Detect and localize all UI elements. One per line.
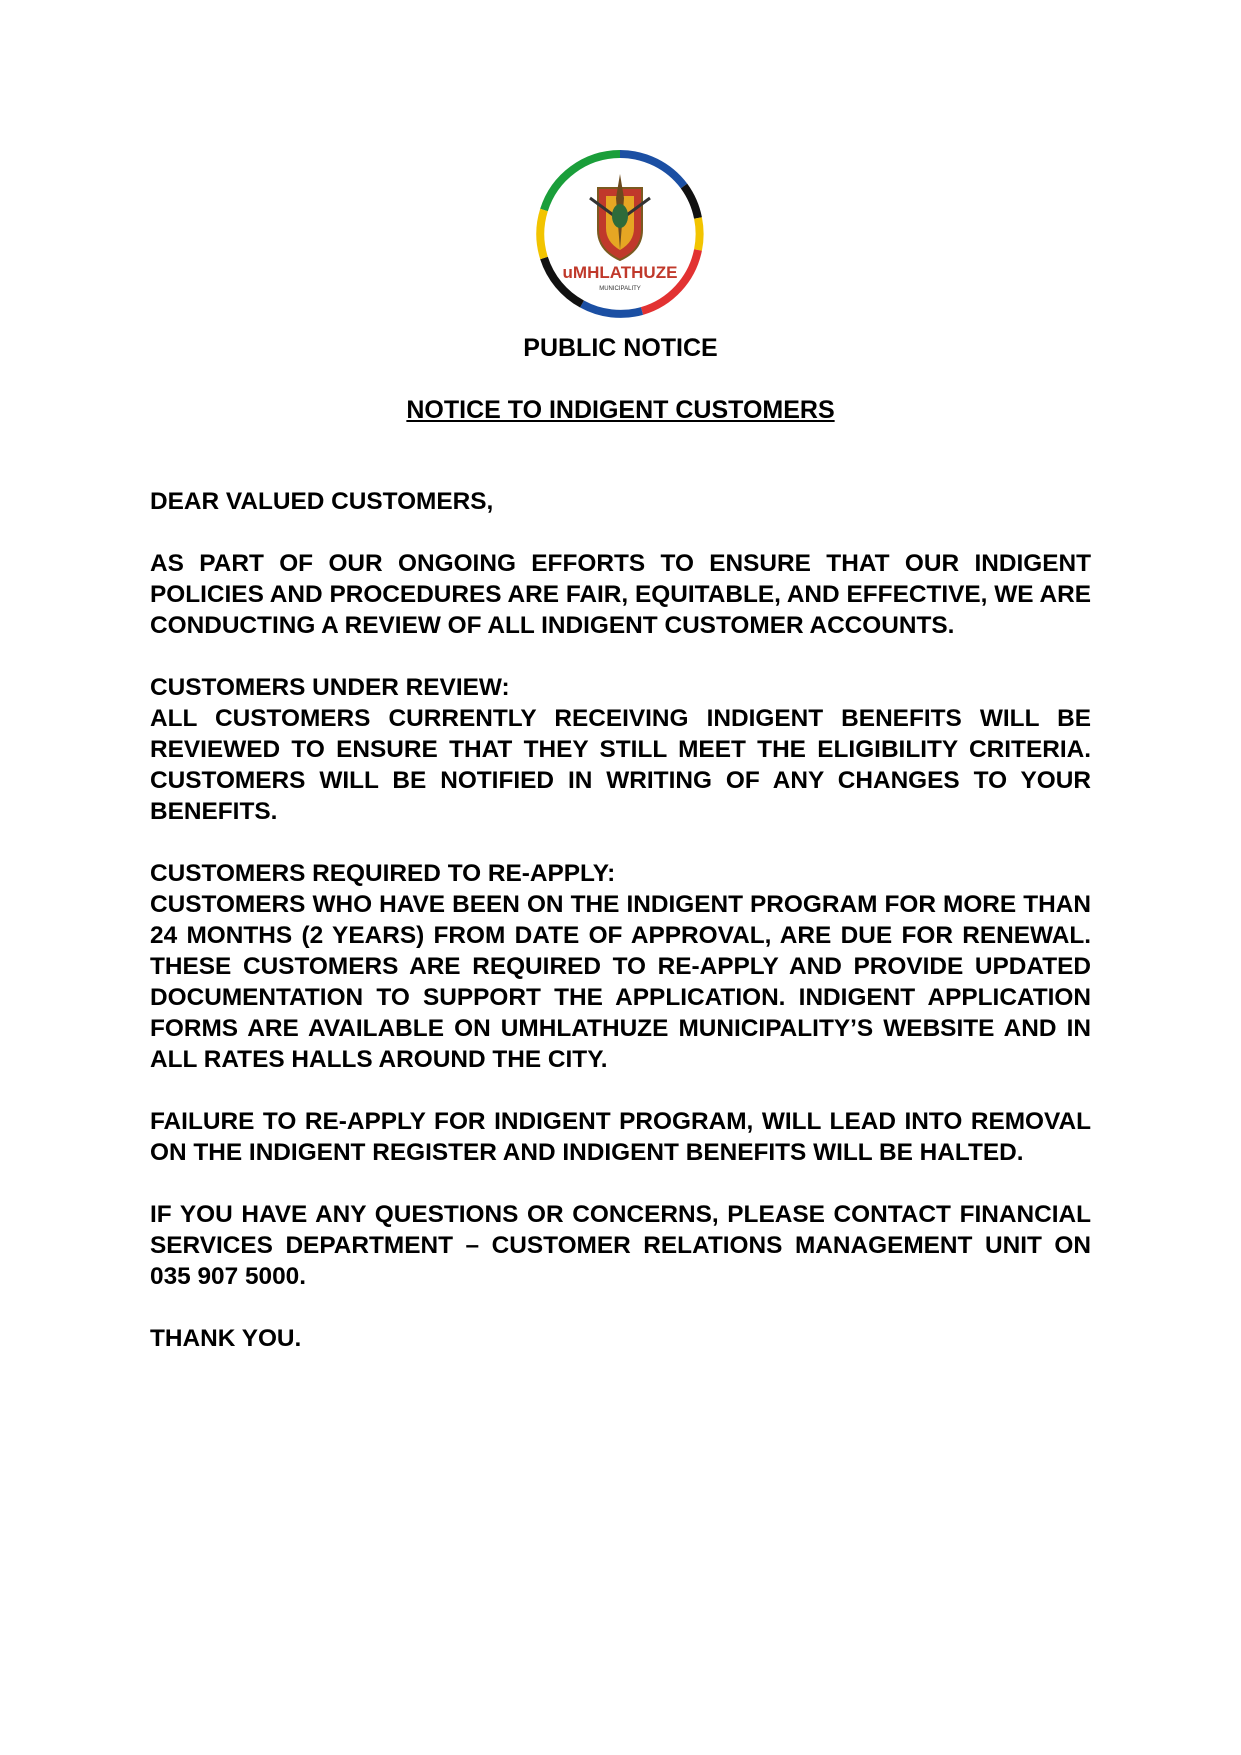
logo-ring-blue <box>620 154 684 186</box>
reapply-section <box>150 858 1091 1075</box>
reapply-heading: CUSTOMERS REQUIRED TO RE-APPLY: <box>150 860 616 887</box>
closing: THANK YOU. <box>150 1325 302 1352</box>
logo-ring-black <box>684 186 698 218</box>
salutation: DEAR VALUED CUSTOMERS, <box>150 488 494 515</box>
reapply-body: CUSTOMERS WHO HAVE BEEN ON THE INDIGENT PROGRAM FOR MORE THAN 24 MONTHS (2 YEARS) FROM DATE OF APPROVAL, ARE DUE FOR RENEWAL. THESE CUSTOMERS ARE REQUIRED TO RE-APPLY AND PROVIDE UPDATED DOCUMENTATION TO SUPPORT THE APPLICATION. INDIGENT APPLICATION FORMS ARE AVAILABLE ON UMHLATHUZE MUNICIPALITY’S WEBSITE AND IN ALL RATES HALLS AROUND THE CITY. <box>150 891 1091 1073</box>
logo-ring-yellow <box>698 218 700 250</box>
review-section <box>150 672 1091 827</box>
logo-wordmark: uMHLATHUZE <box>562 263 678 282</box>
review-body: ALL CUSTOMERS CURRENTLY RECEIVING INDIGENT BENEFITS WILL BE REVIEWED TO ENSURE THAT THEY STILL MEET THE ELIGIBILITY CRITERIA. CUSTOMERS WILL BE NOTIFIED IN WRITING OF ANY CHANGES TO YOUR BENEFITS. <box>150 705 1091 825</box>
notice-title: PUBLIC NOTICE <box>523 334 718 362</box>
logo-ring-blue-lower <box>582 304 642 314</box>
notice-subtitle: NOTICE TO INDIGENT CUSTOMERS <box>406 396 835 424</box>
logo-shield-emblem <box>612 204 628 228</box>
intro-paragraph: AS PART OF OUR ONGOING EFFORTS TO ENSURE THAT OUR INDIGENT POLICIES AND PROCEDURES ARE FAIR, EQUITABLE, AND EFFECTIVE, WE ARE CONDUCTING A REVIEW OF ALL INDIGENT CUSTOMER ACCOUNTS. <box>150 550 1091 639</box>
logo-ring-yellow-left <box>540 210 544 258</box>
notice-body <box>150 486 1091 1385</box>
municipality-logo <box>532 146 708 322</box>
logo-subtitle: MUNICIPALITY <box>599 286 641 292</box>
failure-paragraph: FAILURE TO RE-APPLY FOR INDIGENT PROGRAM, WILL LEAD INTO REMOVAL ON THE INDIGENT REGISTER AND INDIGENT BENEFITS WILL BE HALTED. <box>150 1108 1091 1166</box>
contact-paragraph: IF YOU HAVE ANY QUESTIONS OR CONCERNS, PLEASE CONTACT FINANCIAL SERVICES DEPARTMENT – CUSTOMER RELATIONS MANAGEMENT UNIT ON 035 907 5000. <box>150 1201 1091 1290</box>
logo-emblem-icon <box>532 146 708 322</box>
review-heading: CUSTOMERS UNDER REVIEW: <box>150 674 510 701</box>
